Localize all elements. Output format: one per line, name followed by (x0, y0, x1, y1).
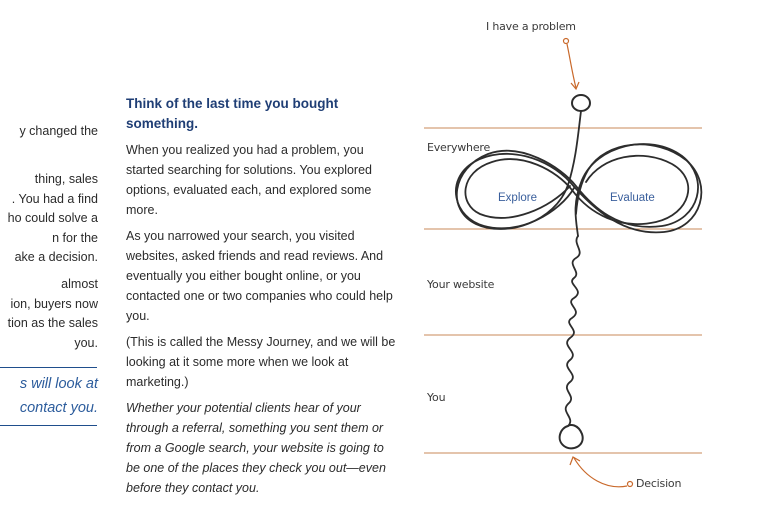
text-fragment: ion, buyers now (10, 297, 98, 311)
text-fragment: n for the (52, 231, 98, 245)
messy-journey-diagram (410, 0, 775, 516)
band-label-everywhere: Everywhere (427, 141, 491, 154)
evaluate-label: Evaluate (610, 192, 655, 204)
pull-quote-top-rule (0, 367, 97, 368)
problem-arrow (564, 39, 580, 90)
squiggle-path (566, 236, 580, 426)
text-fragment: thing, sales (34, 172, 98, 186)
band-label-you: You (427, 391, 446, 404)
problem-label: I have a problem (486, 20, 576, 33)
pull-quote-line: s will look at (19, 376, 98, 392)
explore-label: Explore (498, 192, 537, 204)
messy-journey-drawing (410, 0, 775, 516)
text-fragment: ake a decision. (14, 250, 98, 264)
pull-quote-line: contact you. (19, 400, 98, 416)
decision-label: Decision (636, 477, 682, 490)
decision-arrow (570, 457, 633, 487)
body-column (126, 94, 401, 504)
text-fragment: you. (74, 336, 98, 350)
band-label-website: Your website (427, 278, 495, 291)
pull-quote-bottom-rule (0, 425, 97, 426)
italic-paragraph: Whether your potential clients hear of your through a referral, something you sent them or from a Google search, your website is going to be one of the places they check you out—even before they contact you. (126, 401, 386, 495)
text-fragment: . You had a find (11, 192, 98, 206)
messy-loops (456, 111, 701, 236)
paragraph: When you realized you had a problem, you started searching for solutions. You explored options, evaluated each, and explored some more. (126, 143, 372, 217)
section-heading: Think of the last time you bought something. (126, 96, 339, 131)
start-circle (572, 95, 590, 111)
text-fragment: tion as the sales (7, 316, 98, 330)
paragraph: (This is called the Messy Journey, and we will be looking at it some more when we look at marketing.) (126, 335, 396, 389)
text-fragment: almost (61, 277, 98, 291)
text-fragment: ho could solve a (7, 211, 98, 225)
end-blob (560, 425, 583, 448)
text-fragment: y changed the (19, 124, 98, 138)
paragraph: As you narrowed your search, you visited websites, asked friends and read reviews. And eventually you either bought online, or you contacted one or two companies who could help you. (126, 229, 393, 323)
left-column-fragment (0, 0, 100, 516)
